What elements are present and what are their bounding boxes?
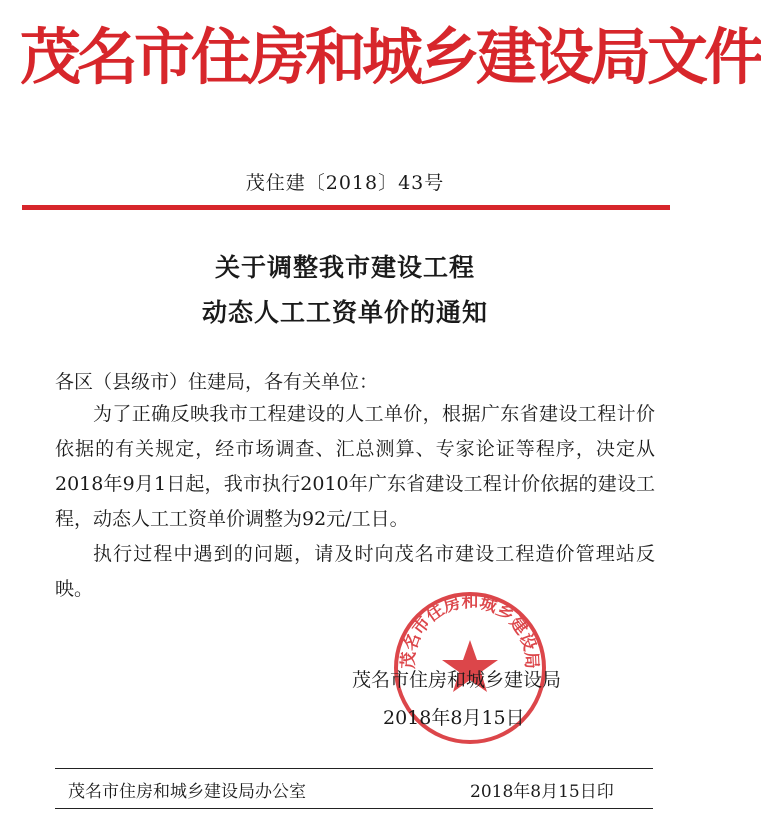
red-divider xyxy=(22,205,670,210)
salutation: 各区（县级市）住建局，各有关单位： xyxy=(55,371,379,393)
notice-title-line-2: 动态人工工资单价的通知 xyxy=(201,298,488,327)
signature-date: 2018年8月15日 xyxy=(383,707,525,729)
notice-title-line-1: 关于调整我市建设工程 xyxy=(214,253,475,282)
body-paragraph-2: 执行过程中遇到的问题，请及时向茂名市建设工程造价管理站反映。 xyxy=(55,543,655,600)
footer-issuer: 茂名市住房和城乡建设局办公室 xyxy=(68,782,306,802)
body-paragraph-1: 为了正确反映我市工程建设的人工单价，根据广东省建设工程计价依据的有关规定，经市场调查、汇总测算、专家论证等程序，决定从2018年9月1日起，我市执行2010年广东省建设工程计价依据的建设工程，动态人工工资单价调整为92元/工日。 xyxy=(55,403,655,530)
signature-organization: 茂名市住房和城乡建设局 xyxy=(352,669,562,691)
document-number: 茂住建〔2018〕43号 xyxy=(245,172,445,194)
footer-print-date: 2018年8月15日印 xyxy=(470,782,614,802)
masthead-title: 茂名市住房和城乡建设局文件 xyxy=(20,22,761,93)
seal-text: 茂名市住房和城乡建设局 xyxy=(398,592,542,670)
footer-top-rule xyxy=(55,768,653,769)
footer-bottom-rule xyxy=(55,808,653,809)
